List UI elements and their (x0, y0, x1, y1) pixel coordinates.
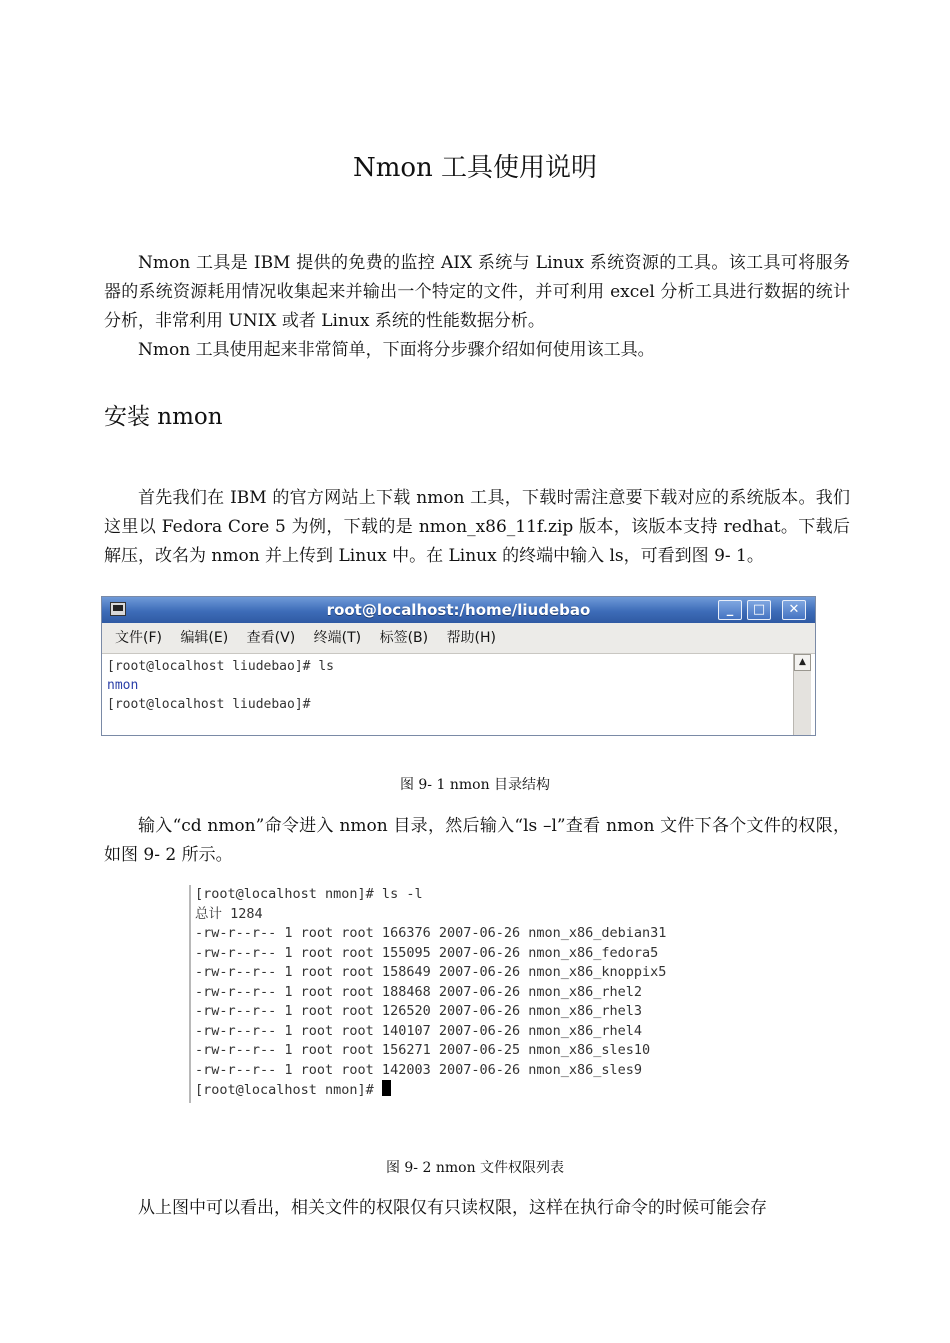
closing-paragraph: 从上图中可以看出，相关文件的权限仅有只读权限，这样在执行命令的时候可能会存 (138, 1198, 767, 1218)
terminal-window-title: root@localhost:/home/liudebao (326, 601, 591, 619)
terminal-scrollbar[interactable] (793, 654, 811, 736)
terminal-line: [root@localhost liudebao]# (107, 697, 311, 712)
menu-item-help[interactable]: 帮助(H) (446, 630, 497, 646)
terminal-line: [root@localhost liudebao]# ls (107, 659, 334, 674)
listing-line: -rw-r--r-- 1 root root 126520 2007-06-26 nmon_x86_rhel3 (195, 1003, 643, 1019)
minimize-button[interactable]: _ (718, 600, 742, 620)
install-paragraph: 首先我们在 IBM 的官方网站上下载 nmon 工具，下载时需注意要下载对应的系统版本。我们这里以 Fedora Core 5 为例，下载的是 nmon_x86_11f.zip 版本，该版本支持 redhat。下载后解压，改名为 nmon 并上传到 Linux 中。在 Linux 的终端中输入 ls，可看到图 9- 1。 (104, 488, 850, 566)
listing-prompt-line (195, 1080, 755, 1101)
terminal-listing-figure (189, 885, 755, 1103)
menu-item-terminal[interactable]: 终端(T) (313, 630, 362, 646)
terminal-cursor (382, 1080, 391, 1096)
terminal-menubar (102, 623, 815, 654)
menu-item-tabs[interactable]: 标签(B) (379, 630, 429, 646)
scroll-up-arrow-icon[interactable]: ▲ (794, 654, 811, 671)
between-paragraph: 输入“cd nmon”命令进入 nmon 目录，然后输入“ls –l”查看 nmon 文件下各个文件的权限，如图 9- 2 所示。 (104, 816, 850, 865)
menu-item-view[interactable]: 查看(V) (246, 630, 296, 646)
listing-line: -rw-r--r-- 1 root root 166376 2007-06-26 nmon_x86_debian31 (195, 925, 667, 941)
listing-line: -rw-r--r-- 1 root root 188468 2007-06-26 nmon_x86_rhel2 (195, 983, 643, 1000)
terminal-window-figure (101, 596, 816, 736)
section-heading-install: 安装 nmon (104, 404, 223, 430)
menu-item-file[interactable]: 文件(F) (115, 630, 162, 646)
page-title: Nmon 工具使用说明 (352, 153, 598, 183)
terminal-titlebar[interactable] (102, 597, 815, 623)
listing-line: 总计 1284 (195, 905, 263, 922)
figure-1-caption: 图 9- 1 nmon 目录结构 (399, 777, 551, 793)
maximize-button[interactable]: □ (747, 600, 771, 620)
listing-line: -rw-r--r-- 1 root root 140107 2007-06-26 nmon_x86_rhel4 (195, 1022, 643, 1039)
listing-line: -rw-r--r-- 1 root root 158649 2007-06-26 nmon_x86_knoppix5 (195, 964, 667, 980)
terminal-line: nmon (107, 678, 139, 693)
listing-line: [root@localhost nmon]# ls -l (195, 886, 423, 902)
listing-line: -rw-r--r-- 1 root root 156271 2007-06-25 nmon_x86_sles10 (195, 1042, 651, 1058)
figure-2-caption: 图 9- 2 nmon 文件权限列表 (385, 1160, 565, 1176)
listing-line: -rw-r--r-- 1 root root 155095 2007-06-26 nmon_x86_fedora5 (195, 944, 659, 961)
menu-item-edit[interactable]: 编辑(E) (180, 630, 229, 646)
close-button[interactable]: ✕ (782, 600, 806, 620)
listing-prompt: [root@localhost nmon]# (195, 1082, 382, 1098)
listing-line: -rw-r--r-- 1 root root 142003 2007-06-26 nmon_x86_sles9 (195, 1061, 643, 1078)
intro-paragraph-1: Nmon 工具是 IBM 提供的免费的监控 AIX 系统与 Linux 系统资源的工具。该工具可将服务器的系统资源耗用情况收集起来并输出一个特定的文件，并可利用 excel 分析工具进行数据的统计分析，非常利用 UNIX 或者 Linux 系统的性能数据分析。 (104, 253, 850, 331)
terminal-output[interactable] (102, 654, 815, 736)
intro-paragraph-2: Nmon 工具使用起来非常简单，下面将分步骤介绍如何使用该工具。 (138, 340, 655, 360)
